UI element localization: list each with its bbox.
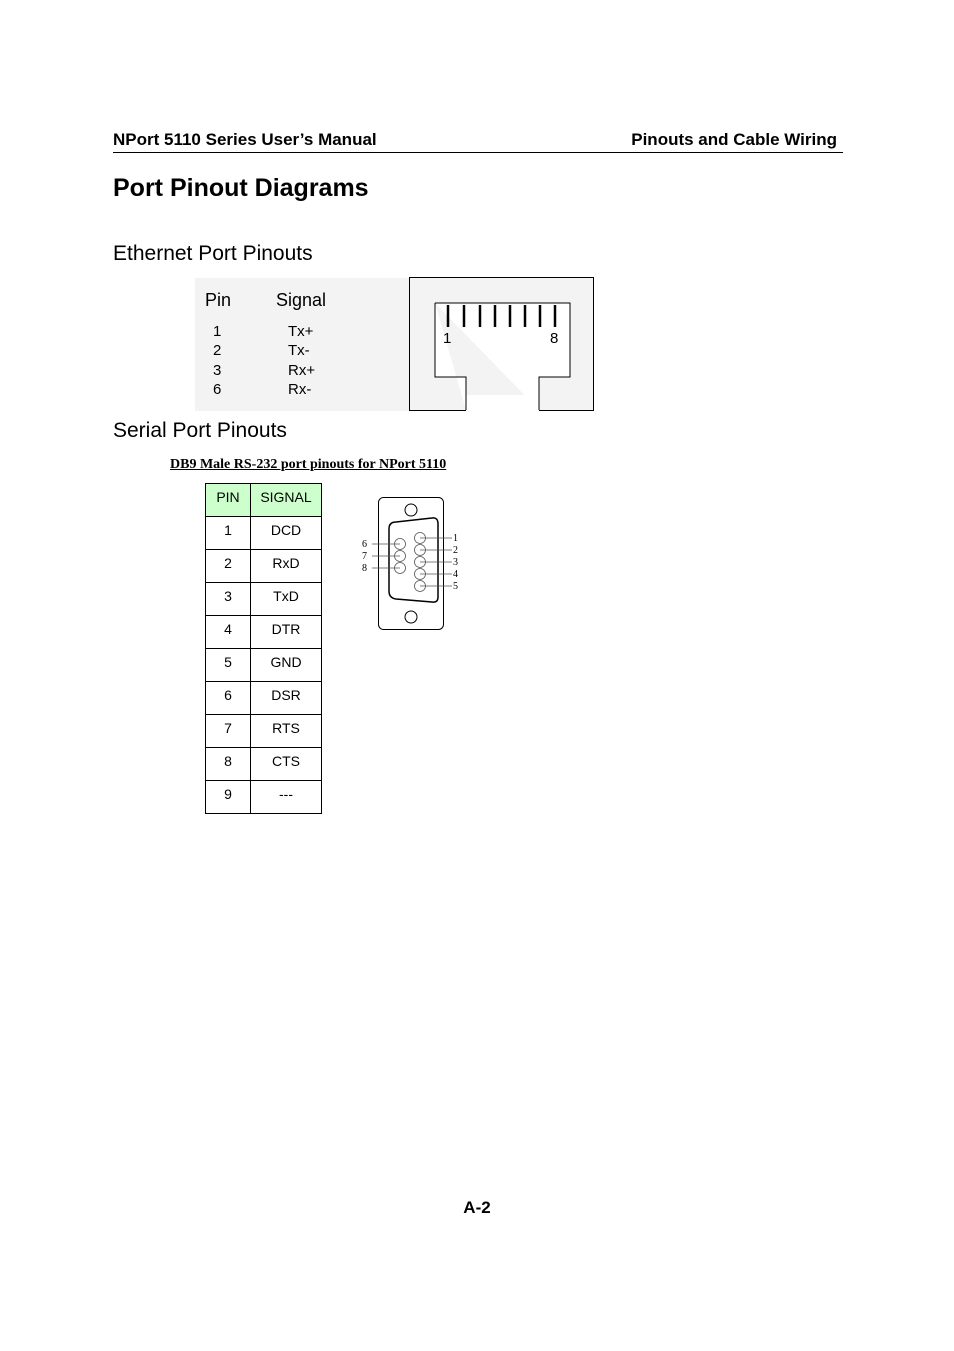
page-header bbox=[113, 130, 843, 153]
db9-label-7: 7 bbox=[362, 551, 367, 562]
manual-title: NPort 5110 Series User’s Manual bbox=[113, 130, 377, 149]
ethernet-col-pin: Pin bbox=[205, 290, 232, 310]
table-row bbox=[206, 616, 322, 649]
db9-signal: --- bbox=[251, 781, 322, 814]
table-header-row bbox=[206, 484, 322, 517]
db9-pin: 4 bbox=[206, 616, 251, 649]
db9-pin: 1 bbox=[206, 517, 251, 550]
table-row bbox=[206, 649, 322, 682]
serial-section-title: Serial Port Pinouts bbox=[113, 419, 287, 442]
db9-label-5: 5 bbox=[453, 581, 458, 592]
ethernet-pin: 3 bbox=[213, 362, 222, 379]
db9-label-8: 8 bbox=[362, 563, 367, 574]
db9-signal: RxD bbox=[251, 550, 322, 583]
db9-caption: DB9 Male RS-232 port pinouts for NPort 5110 bbox=[170, 457, 447, 472]
db9-label-1: 1 bbox=[453, 533, 458, 544]
table-row bbox=[206, 715, 322, 748]
table-row bbox=[206, 583, 322, 616]
ethernet-signal: Tx+ bbox=[288, 323, 314, 340]
db9-pinout-table bbox=[205, 483, 322, 814]
db9-signal: DSR bbox=[251, 682, 322, 715]
rj45-label-pin8: 8 bbox=[550, 330, 559, 347]
db9-pin: 9 bbox=[206, 781, 251, 814]
db9-pin: 8 bbox=[206, 748, 251, 781]
table-row bbox=[206, 748, 322, 781]
db9-signal: DTR bbox=[251, 616, 322, 649]
table-row bbox=[206, 517, 322, 550]
ethernet-pinout-table bbox=[195, 278, 410, 411]
db9-connector-diagram bbox=[356, 489, 466, 634]
db9-pin: 6 bbox=[206, 682, 251, 715]
table-row bbox=[206, 682, 322, 715]
table-row bbox=[206, 550, 322, 583]
db9-signal: TxD bbox=[251, 583, 322, 616]
db9-col-pin: PIN bbox=[206, 484, 251, 517]
db9-pin: 5 bbox=[206, 649, 251, 682]
chapter-title: Pinouts and Cable Wiring bbox=[631, 130, 837, 149]
db9-pin: 3 bbox=[206, 583, 251, 616]
table-row bbox=[206, 781, 322, 814]
db9-pin: 2 bbox=[206, 550, 251, 583]
ethernet-pin: 6 bbox=[213, 381, 222, 398]
ethernet-pin: 1 bbox=[213, 323, 222, 340]
db9-signal: RTS bbox=[251, 715, 322, 748]
ethernet-pin: 2 bbox=[213, 342, 222, 359]
ethernet-row bbox=[195, 362, 410, 382]
page-number: A-2 bbox=[463, 1198, 491, 1217]
ethernet-signal: Rx+ bbox=[288, 362, 316, 379]
rj45-port-diagram bbox=[409, 277, 595, 412]
db9-label-6: 6 bbox=[362, 539, 367, 550]
db9-signal: GND bbox=[251, 649, 322, 682]
ethernet-signal: Rx- bbox=[288, 381, 312, 398]
db9-label-3: 3 bbox=[453, 557, 458, 568]
ethernet-section-title: Ethernet Port Pinouts bbox=[113, 242, 313, 265]
db9-label-4: 4 bbox=[453, 569, 458, 580]
ethernet-signal: Tx- bbox=[288, 342, 310, 359]
ethernet-col-signal: Signal bbox=[276, 290, 327, 310]
ethernet-row bbox=[195, 323, 410, 343]
rj45-label-pin1: 1 bbox=[443, 330, 452, 347]
ethernet-row bbox=[195, 342, 410, 362]
db9-signal: CTS bbox=[251, 748, 322, 781]
ethernet-row bbox=[195, 381, 410, 401]
page-title: Port Pinout Diagrams bbox=[113, 174, 369, 202]
db9-pin: 7 bbox=[206, 715, 251, 748]
db9-col-signal: SIGNAL bbox=[251, 484, 322, 517]
db9-signal: DCD bbox=[251, 517, 322, 550]
db9-label-2: 2 bbox=[453, 545, 458, 556]
